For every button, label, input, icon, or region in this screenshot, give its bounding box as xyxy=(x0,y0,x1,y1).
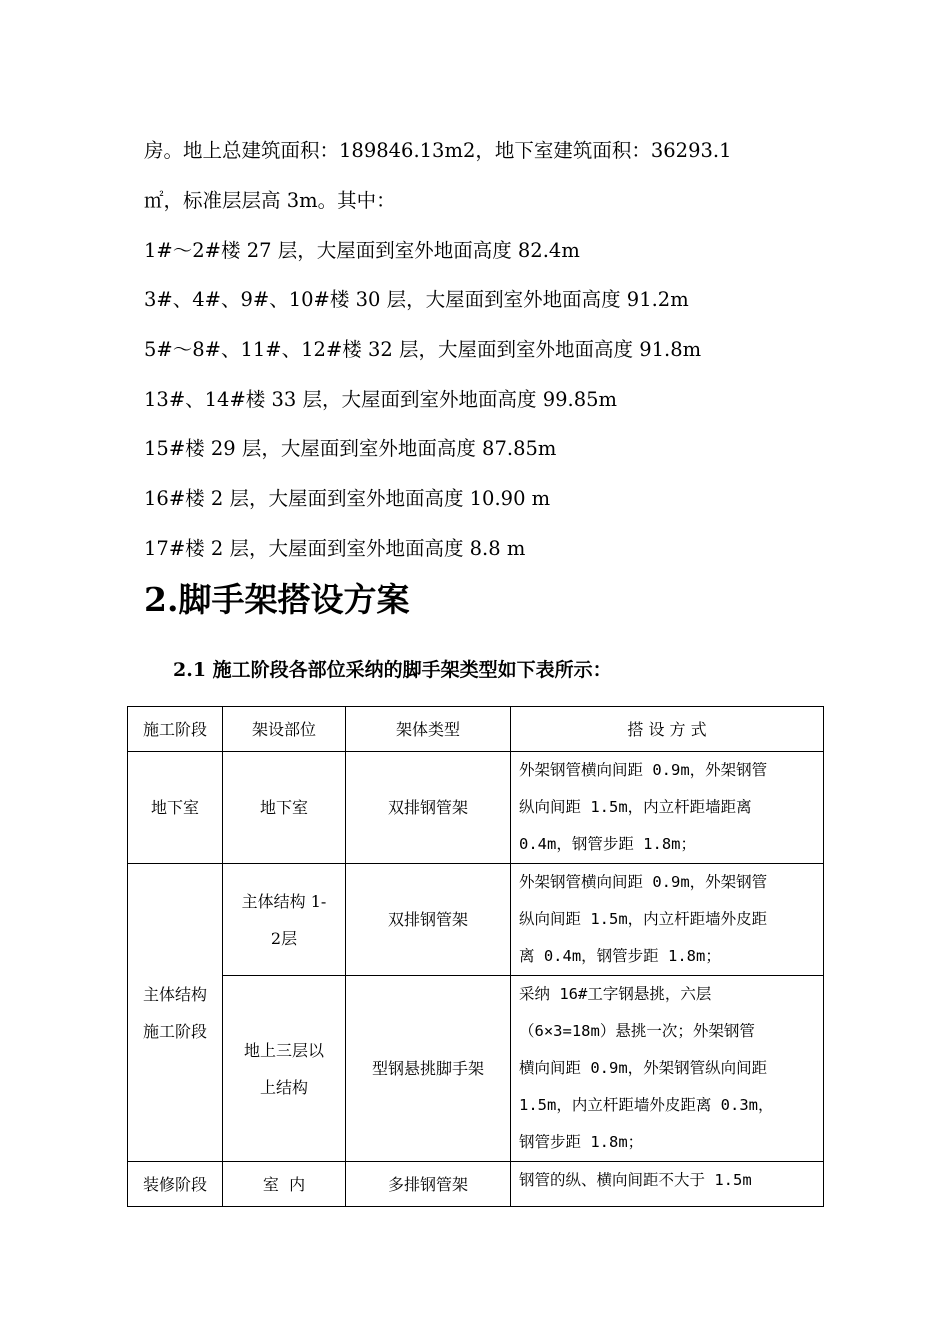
method-line: 1.5m，内立杆距墙外皮距离 0.3m， xyxy=(519,1096,774,1114)
method-line: 纵向间距 1.5m，内立杆距墙距离 xyxy=(519,798,752,816)
paragraph-building-15: 15#楼 29 层，大屋面到室外地面高度 87.85m xyxy=(144,437,557,460)
cell-type: 多排钢管架 xyxy=(346,1162,511,1207)
stage-line: 主体结构 xyxy=(142,984,207,1004)
paragraph-building-3-4-9-10: 3#、4#、9#、10#楼 30 层，大屋面到室外地面高度 91.2m xyxy=(144,288,689,311)
cell-stage: 装修阶段 xyxy=(128,1162,223,1207)
cell-method xyxy=(511,976,824,1162)
cell-stage xyxy=(128,864,223,1162)
location-line: 地上三层以 xyxy=(243,1040,324,1060)
header-type: 架体类型 xyxy=(346,707,511,752)
location-line: 主体结构 1- xyxy=(241,891,327,911)
paragraph-building-17: 17#楼 2 层，大屋面到室外地面高度 8.8 m xyxy=(144,537,526,560)
cell-method xyxy=(511,864,824,976)
header-location: 架设部位 xyxy=(223,707,346,752)
location-line: 2层 xyxy=(270,928,298,948)
table-row xyxy=(128,864,824,976)
stage-line: 施工阶段 xyxy=(142,1021,207,1041)
cell-type: 型钢悬挑脚手架 xyxy=(346,976,511,1162)
location-line: 上结构 xyxy=(259,1077,308,1097)
header-method: 搭 设 方 式 xyxy=(511,707,824,752)
cell-stage: 地下室 xyxy=(128,752,223,864)
method-line: 横向间距 0.9m，外架钢管纵向间距 xyxy=(519,1059,768,1077)
paragraph-building-1-2: 1#～2#楼 27 层，大屋面到室外地面高度 82.4m xyxy=(144,239,580,262)
cell-location: 室 内 xyxy=(223,1162,346,1207)
cell-method xyxy=(511,752,824,864)
section-heading: 2.脚手架搭设方案 xyxy=(144,580,410,619)
method-line: 采纳 16#工字钢悬挑，六层 xyxy=(519,985,712,1003)
method-line: 外架钢管横向间距 0.9m，外架钢管 xyxy=(519,761,768,779)
table-row xyxy=(128,752,824,864)
header-stage: 施工阶段 xyxy=(128,707,223,752)
method-line: 钢管步距 1.8m； xyxy=(519,1133,644,1151)
paragraph-area-summary: 房。地上总建筑面积：189846.13m2，地下室建筑面积：36293.1 xyxy=(144,139,732,162)
paragraph-floor-height: ㎡，标准层层高 3m。其中： xyxy=(144,189,396,212)
method-line: （6×3=18m）悬挑一次；外架钢管 xyxy=(519,1022,755,1040)
cell-type: 双排钢管架 xyxy=(346,752,511,864)
cell-type: 双排钢管架 xyxy=(346,864,511,976)
scaffold-type-table xyxy=(127,706,824,1207)
method-line: 离 0.4m，钢管步距 1.8m； xyxy=(519,947,721,965)
cell-location xyxy=(223,976,346,1162)
paragraph-building-5-8-11-12: 5#～8#、11#、12#楼 32 层，大屋面到室外地面高度 91.8m xyxy=(144,338,702,361)
table-row xyxy=(128,1162,824,1207)
method-line: 钢管的纵、横向间距不大于 1.5m xyxy=(519,1171,752,1189)
table-row xyxy=(128,976,824,1162)
cell-location xyxy=(223,864,346,976)
method-line: 0.4m，钢管步距 1.8m； xyxy=(519,835,696,853)
method-line: 纵向间距 1.5m，内立杆距墙外皮距 xyxy=(519,910,768,928)
cell-method xyxy=(511,1162,824,1207)
cell-location: 地下室 xyxy=(223,752,346,864)
method-line: 外架钢管横向间距 0.9m，外架钢管 xyxy=(519,873,768,891)
subsection-heading: 2.1 施工阶段各部位采纳的脚手架类型如下表所示： xyxy=(173,659,612,681)
table-header-row xyxy=(128,707,824,752)
paragraph-building-16: 16#楼 2 层，大屋面到室外地面高度 10.90 m xyxy=(144,487,551,510)
paragraph-building-13-14: 13#、14#楼 33 层，大屋面到室外地面高度 99.85m xyxy=(144,388,618,411)
